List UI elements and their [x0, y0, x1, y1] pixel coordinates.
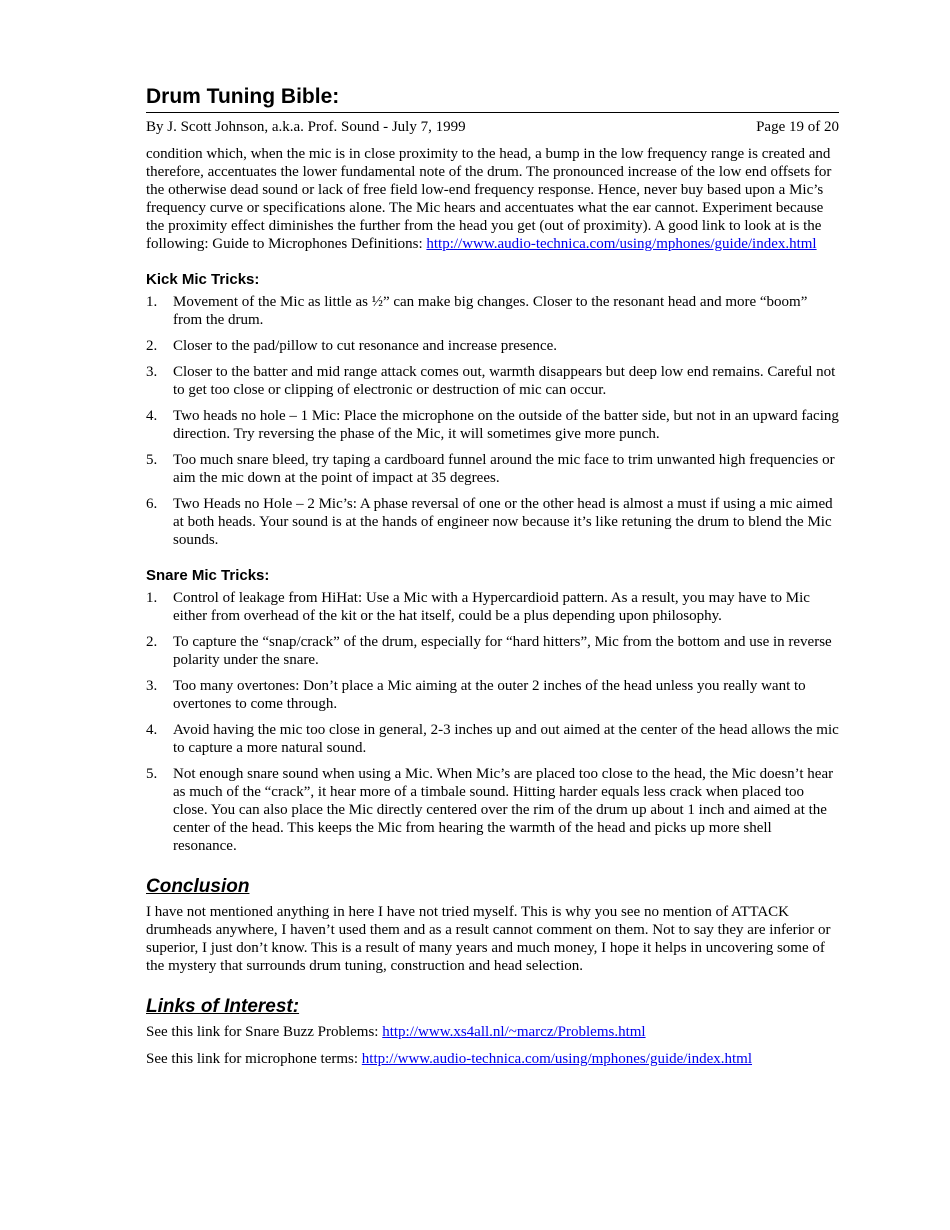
kick-heading: Kick Mic Tricks:	[146, 271, 260, 288]
list-item	[146, 293, 839, 329]
item-text: To capture the “snap/crack” of the drum, especially for “hard hitters”, Mic from the bottom and use in reverse polarity under the snare.	[173, 634, 832, 668]
item-text: Two Heads no Hole – 2 Mic’s: A phase reversal of one or the other head is almost a must if using a mic aimed at both heads. Your sound is at the hands of engineer now because it’s like retuning the drum to blend the Mic sounds.	[173, 496, 833, 548]
snare-buzz-link-line	[146, 1023, 839, 1041]
page-header	[146, 112, 839, 137]
item-number: 5.	[146, 766, 158, 782]
item-text: Control of leakage from HiHat: Use a Mic with a Hypercardioid pattern. As a result, you may have to Mic either from overhead of the kit or the hat itself, could be a plus depending upon philosophy.	[173, 590, 810, 624]
item-number: 4.	[146, 722, 158, 738]
link-label: See this link for Snare Buzz Problems:	[146, 1024, 383, 1040]
microphone-guide-link[interactable]: http://www.audio-technica.com/using/mphones/guide/index.html	[426, 236, 817, 252]
list-item	[146, 495, 839, 549]
item-number: 6.	[146, 496, 158, 512]
list-item	[146, 451, 839, 487]
item-text: Too much snare bleed, try taping a cardboard funnel around the mic face to trim unwanted high frequencies or aim the mic down at the point of impact at 35 degrees.	[173, 452, 835, 486]
document-page	[146, 84, 839, 1077]
snare-heading: Snare Mic Tricks:	[146, 567, 270, 584]
conclusion-paragraph: I have not mentioned anything in here I have not tried myself. This is why you see no mention of ATTACK drumheads anywhere, I haven’t used them and as a result cannot comment on them. Not to say they are inferior or superior, I just don’t know. This is a result of many years and much money, I hope it helps in uncovering some of the mystery that surrounds drum tuning, construction and head selection.	[146, 904, 831, 974]
item-number: 4.	[146, 408, 158, 424]
list-item	[146, 589, 839, 625]
list-item	[146, 677, 839, 713]
list-item	[146, 633, 839, 669]
microphone-terms-link-line	[146, 1050, 839, 1068]
item-text: Movement of the Mic as little as ½” can make big changes. Closer to the resonant head and more “boom” from the drum.	[173, 294, 808, 328]
kick-list	[146, 293, 839, 549]
list-item	[146, 407, 839, 443]
item-number: 3.	[146, 678, 158, 694]
link-label: See this link for microphone terms:	[146, 1051, 362, 1067]
item-number: 1.	[146, 294, 158, 310]
list-item	[146, 721, 839, 757]
item-number: 1.	[146, 590, 158, 606]
item-text: Too many overtones: Don’t place a Mic aiming at the outer 2 inches of the head unless you really want to overtones to come through.	[173, 678, 806, 712]
item-number: 2.	[146, 338, 158, 354]
item-text: Not enough snare sound when using a Mic. When Mic’s are placed too close to the head, the Mic doesn’t hear as much of the “crack”, it hear more of a timbale sound. Hitting harder equals less crack when placed too close. You can also place the Mic directly centered over the rim of the drum up about 1 inch and aimed at the center of the head. This keeps the Mic from hearing the warmth of the head and picks up more shell resonance.	[173, 766, 834, 854]
snare-list	[146, 589, 839, 855]
item-text: Avoid having the mic too close in general, 2-3 inches up and out aimed at the center of the head allows the mic to capture a more natural sound.	[173, 722, 839, 756]
item-number: 3.	[146, 364, 158, 380]
item-number: 2.	[146, 634, 158, 650]
byline: By J. Scott Johnson, a.k.a. Prof. Sound - July 7, 1999	[146, 119, 466, 135]
page-number: Page 19 of 20	[756, 119, 839, 135]
list-item	[146, 765, 839, 855]
item-number: 5.	[146, 452, 158, 468]
microphone-terms-link[interactable]: http://www.audio-technica.com/using/mphones/guide/index.html	[361, 1051, 753, 1067]
intro-paragraph	[146, 145, 839, 253]
document-title: Drum Tuning Bible:	[146, 85, 340, 108]
list-item	[146, 363, 839, 399]
list-item	[146, 337, 839, 355]
item-text: Closer to the pad/pillow to cut resonance and increase presence.	[173, 338, 558, 354]
intro-text: condition which, when the mic is in close proximity to the head, a bump in the low frequency range is created and therefore, accentuates the lower fundamental note of the drum. The pronounced increase of the low end offsets for the otherwise dead sound or lack of free field low-end frequency response. Hence, never buy based upon a Mic’s frequency curve or specifications alone. The Mic hears and accentuates what the ear cannot. Experiment because the proximity effect diminishes the further from the head you get (out of proximity). A good link to look at is the following: Guide to Microphones Definitions:	[146, 146, 832, 252]
item-text: Two heads no hole – 1 Mic: Place the microphone on the outside of the batter side, but not in an upward facing direction. Try reversing the phase of the Mic, it will sometimes give more punch.	[173, 408, 839, 442]
links-heading: Links of Interest:	[146, 996, 300, 1017]
snare-buzz-link[interactable]: http://www.xs4all.nl/~marcz/Problems.html	[382, 1024, 646, 1040]
item-text: Closer to the batter and mid range attack comes out, warmth disappears but deep low end remains. Careful not to get too close or clipping of electronic or destruction of mic can occur.	[173, 364, 836, 398]
conclusion-heading: Conclusion	[146, 876, 250, 897]
